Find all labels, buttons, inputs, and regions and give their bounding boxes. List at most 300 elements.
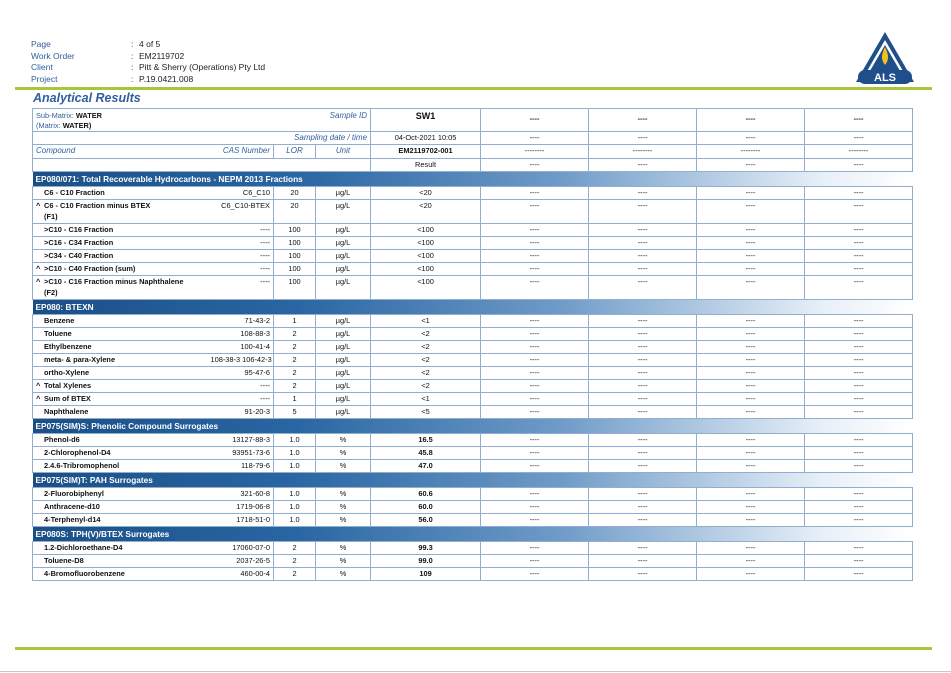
- caret-marker: ^: [36, 277, 41, 286]
- compound-name-cell: [33, 406, 208, 419]
- caret-marker: ^: [36, 394, 41, 403]
- page-bottom-line: [0, 671, 951, 672]
- unit-value: %: [316, 555, 371, 568]
- section-header-row: [33, 473, 913, 488]
- unit-value: µg/L: [316, 200, 371, 224]
- result-value-empty: ----: [589, 315, 697, 328]
- lor-value: 2: [274, 555, 316, 568]
- cas-number: ----: [208, 224, 274, 237]
- result-value-sw1: <100: [371, 237, 481, 250]
- lab-id-empty: --------: [805, 145, 913, 159]
- result-label-empty: ----: [697, 159, 805, 172]
- sample-date-empty: ----: [481, 132, 589, 145]
- result-value-empty: ----: [697, 380, 805, 393]
- compound-name: >C10 - C16 Fraction minus Naphthalene: [44, 277, 184, 286]
- cas-number: 460-00-4: [208, 568, 274, 581]
- lor-value: 1.0: [274, 447, 316, 460]
- cas-number: C6_C10: [208, 187, 274, 200]
- matrix-value: WATER): [62, 121, 92, 130]
- matrix-cell: [33, 109, 208, 132]
- result-value-sw1: 47.0: [371, 460, 481, 473]
- lor-value: 1: [274, 315, 316, 328]
- result-value-empty: ----: [697, 501, 805, 514]
- compound-name: >C16 - C34 Fraction: [44, 238, 114, 247]
- logo-text: ALS: [874, 72, 896, 84]
- cas-number: 108-88-3: [208, 328, 274, 341]
- compound-name-cell: [33, 514, 208, 527]
- compound-name-cell: [33, 315, 208, 328]
- header-row-client: Client : Pitt & Sherry (Operations) Pty Ltd: [31, 62, 266, 73]
- table-row: [33, 276, 913, 300]
- compound-name: Naphthalene: [44, 407, 89, 416]
- lor-value: 2: [274, 367, 316, 380]
- result-value-empty: ----: [481, 276, 589, 300]
- compound-name: Toluene-D8: [44, 556, 84, 565]
- compound-name-cell: [33, 542, 208, 555]
- compound-name: >C10 - C40 Fraction (sum): [44, 264, 136, 273]
- result-value-empty: ----: [589, 501, 697, 514]
- result-value-sw1: 45.8: [371, 447, 481, 460]
- result-value-empty: ----: [805, 542, 913, 555]
- unit-value: %: [316, 514, 371, 527]
- unit-value: %: [316, 568, 371, 581]
- lor-value: 2: [274, 341, 316, 354]
- result-value-empty: ----: [697, 237, 805, 250]
- result-value-empty: ----: [481, 224, 589, 237]
- compound-name: ortho-Xylene: [44, 368, 90, 377]
- result-value-empty: ----: [481, 200, 589, 224]
- result-value-empty: ----: [697, 568, 805, 581]
- result-value-empty: ----: [697, 447, 805, 460]
- section-header-row: [33, 300, 913, 315]
- sample-date-sw1: 04-Oct-2021 10:05: [371, 132, 481, 145]
- result-value-empty: ----: [589, 393, 697, 406]
- result-value-empty: ----: [481, 237, 589, 250]
- result-value-empty: ----: [697, 315, 805, 328]
- table-row: [33, 568, 913, 581]
- result-value-empty: ----: [697, 341, 805, 354]
- lor-value: 100: [274, 276, 316, 300]
- result-value-empty: ----: [481, 341, 589, 354]
- compound-header-cell: [33, 145, 208, 159]
- table-row: [33, 354, 913, 367]
- result-value-empty: ----: [589, 328, 697, 341]
- section-header-row: [33, 172, 913, 187]
- compound-name-cell: [33, 367, 208, 380]
- result-value-empty: ----: [805, 393, 913, 406]
- result-value-empty: ----: [589, 555, 697, 568]
- result-value-empty: ----: [589, 542, 697, 555]
- table-row: [33, 380, 913, 393]
- result-value-empty: ----: [481, 315, 589, 328]
- result-value-empty: ----: [805, 354, 913, 367]
- result-value-sw1: <20: [371, 187, 481, 200]
- cas-number: 71-43-2: [208, 315, 274, 328]
- table-row: [33, 393, 913, 406]
- result-value-empty: ----: [589, 276, 697, 300]
- result-value-empty: ----: [697, 354, 805, 367]
- lor-value: 1: [274, 393, 316, 406]
- unit-value: µg/L: [316, 237, 371, 250]
- result-value-empty: ----: [589, 224, 697, 237]
- table-row: [33, 406, 913, 419]
- lor-value: 2: [274, 380, 316, 393]
- result-value-empty: ----: [589, 187, 697, 200]
- cas-number: 100-41-4: [208, 341, 274, 354]
- table-row: [33, 434, 913, 447]
- cas-number: 321-60-8: [208, 488, 274, 501]
- sample-id-label-cell: [208, 109, 371, 132]
- result-value-empty: ----: [805, 555, 913, 568]
- unit-value: µg/L: [316, 250, 371, 263]
- unit-value: µg/L: [316, 367, 371, 380]
- result-value-empty: ----: [481, 406, 589, 419]
- result-value-empty: ----: [805, 380, 913, 393]
- result-value-sw1: 56.0: [371, 514, 481, 527]
- table-row: [33, 315, 913, 328]
- result-value-empty: ----: [697, 250, 805, 263]
- sample-id-sw1: SW1: [371, 109, 481, 132]
- result-label-sw1: Result: [371, 159, 481, 172]
- result-value-empty: ----: [697, 434, 805, 447]
- result-value-empty: ----: [481, 542, 589, 555]
- result-value-sw1: 60.6: [371, 488, 481, 501]
- result-value-sw1: <100: [371, 250, 481, 263]
- result-value-empty: ----: [589, 237, 697, 250]
- result-value-empty: ----: [805, 237, 913, 250]
- compound-name: >C34 - C40 Fraction: [44, 251, 114, 260]
- compound-name-cell: [33, 328, 208, 341]
- result-label-empty: ----: [589, 159, 697, 172]
- section-title: EP075(SIM)S: Phenolic Compound Surrogates: [33, 419, 913, 434]
- sample-id-empty: ----: [697, 109, 805, 132]
- result-value-empty: ----: [805, 341, 913, 354]
- result-value-empty: ----: [589, 434, 697, 447]
- unit-value: µg/L: [316, 187, 371, 200]
- result-value-empty: ----: [805, 460, 913, 473]
- result-value-empty: ----: [589, 406, 697, 419]
- compound-name-cell: [33, 447, 208, 460]
- result-value-empty: ----: [481, 514, 589, 527]
- cas-number: 118-79-6: [208, 460, 274, 473]
- project-label: Project: [31, 73, 58, 84]
- lor-value: 2: [274, 354, 316, 367]
- compound-name-line2: (F1): [44, 212, 58, 221]
- result-value-sw1: 109: [371, 568, 481, 581]
- sample-date-empty: ----: [805, 132, 913, 145]
- result-value-sw1: <2: [371, 328, 481, 341]
- compound-name-cell: [33, 200, 208, 224]
- cas-number: 2037-26-5: [208, 555, 274, 568]
- result-value-sw1: <2: [371, 354, 481, 367]
- cas-column-header: CAS Number: [222, 146, 270, 155]
- result-value-sw1: <100: [371, 224, 481, 237]
- lor-value: 20: [274, 187, 316, 200]
- lor-header-cell: [274, 145, 316, 159]
- unit-value: %: [316, 434, 371, 447]
- lab-id-sw1: EM2119702-001: [371, 145, 481, 159]
- result-value-sw1: 60.0: [371, 501, 481, 514]
- compound-name: 4-Bromofluorobenzene: [44, 569, 125, 578]
- result-value-empty: ----: [589, 200, 697, 224]
- sampling-label-cell: [33, 132, 371, 145]
- unit-value: µg/L: [316, 354, 371, 367]
- header-row-sampling-date: [33, 132, 913, 145]
- result-value-empty: ----: [589, 447, 697, 460]
- result-value-empty: ----: [481, 501, 589, 514]
- compound-name-cell: [33, 250, 208, 263]
- cas-number: C6_C10-BTEX: [208, 200, 274, 224]
- result-value-empty: ----: [481, 393, 589, 406]
- page-title: Analytical Results: [33, 91, 141, 105]
- compound-name: C6 - C10 Fraction: [44, 188, 105, 197]
- compound-name-cell: [33, 393, 208, 406]
- bottom-accent-bar: [15, 647, 932, 650]
- result-value-empty: ----: [697, 263, 805, 276]
- compound-name-cell: [33, 237, 208, 250]
- table-row: [33, 542, 913, 555]
- report-header: [31, 39, 265, 85]
- result-value-sw1: <2: [371, 367, 481, 380]
- client-value: Pitt & Sherry (Operations) Pty Ltd: [139, 62, 266, 73]
- lor-value: 2: [274, 568, 316, 581]
- sub-matrix-value: WATER: [75, 111, 102, 120]
- cas-number: ----: [208, 237, 274, 250]
- cas-number: 1718-51-0: [208, 514, 274, 527]
- unit-value: µg/L: [316, 393, 371, 406]
- result-value-sw1: <100: [371, 276, 481, 300]
- unit-column-header: Unit: [335, 146, 351, 155]
- compound-name-cell: [33, 224, 208, 237]
- lor-value: 1.0: [274, 488, 316, 501]
- result-value-empty: ----: [805, 187, 913, 200]
- table-row: [33, 328, 913, 341]
- section-header-row: [33, 527, 913, 542]
- result-value-empty: ----: [805, 406, 913, 419]
- compound-name-cell: [33, 354, 208, 367]
- sub-matrix-label: Sub-Matrix:: [36, 111, 74, 120]
- result-value-empty: ----: [697, 555, 805, 568]
- result-value-empty: ----: [805, 367, 913, 380]
- result-value-empty: ----: [805, 250, 913, 263]
- unit-value: %: [316, 447, 371, 460]
- result-value-empty: ----: [697, 367, 805, 380]
- cas-header-cell: [208, 145, 274, 159]
- result-value-empty: ----: [697, 328, 805, 341]
- sample-id-empty: ----: [589, 109, 697, 132]
- compound-name-cell: [33, 568, 208, 581]
- lor-value: 1.0: [274, 514, 316, 527]
- analytical-results-table: [32, 108, 913, 581]
- compound-name-line2: (F2): [44, 288, 58, 297]
- result-value-sw1: 99.0: [371, 555, 481, 568]
- result-value-empty: ----: [805, 200, 913, 224]
- result-value-empty: ----: [805, 276, 913, 300]
- result-value-empty: ----: [805, 488, 913, 501]
- result-value-empty: ----: [697, 514, 805, 527]
- result-value-empty: ----: [697, 488, 805, 501]
- table-row: [33, 237, 913, 250]
- compound-column-header: Compound: [36, 146, 76, 155]
- page-value: 4 of 5: [139, 39, 161, 49]
- result-value-sw1: <2: [371, 380, 481, 393]
- sample-date-empty: ----: [697, 132, 805, 145]
- result-value-empty: ----: [697, 187, 805, 200]
- result-value-empty: ----: [805, 224, 913, 237]
- result-value-sw1: <100: [371, 263, 481, 276]
- compound-name: Ethylbenzene: [44, 342, 92, 351]
- sample-id-empty: ----: [805, 109, 913, 132]
- sampling-date-label: Sampling date / time: [294, 133, 368, 142]
- header-row-work-order: Work Order : EM2119702: [31, 50, 185, 61]
- lor-value: 2: [274, 542, 316, 555]
- compound-name: Phenol-d6: [44, 435, 80, 444]
- result-value-sw1: <2: [371, 341, 481, 354]
- header-row-sample-id: [33, 109, 913, 132]
- caret-marker: ^: [36, 201, 41, 210]
- top-accent-bar: [15, 87, 932, 90]
- caret-marker: ^: [36, 381, 41, 390]
- work-order-value: EM2119702: [139, 50, 185, 61]
- als-logo: [854, 30, 916, 86]
- cas-number: 93951-73-6: [208, 447, 274, 460]
- unit-value: µg/L: [316, 224, 371, 237]
- result-value-empty: ----: [481, 187, 589, 200]
- result-value-empty: ----: [805, 501, 913, 514]
- lab-id-empty: --------: [481, 145, 589, 159]
- result-value-empty: ----: [481, 250, 589, 263]
- header-row-project: Project : P.19.0421.008: [31, 73, 194, 84]
- section-title: EP080S: TPH(V)/BTEX Surrogates: [33, 527, 913, 542]
- compound-name-cell: [33, 434, 208, 447]
- result-value-sw1: 99.3: [371, 542, 481, 555]
- result-value-empty: ----: [481, 460, 589, 473]
- cas-number: 1719-06-8: [208, 501, 274, 514]
- cas-number: 95-47-6: [208, 367, 274, 380]
- compound-name: 1.2-Dichloroethane-D4: [44, 543, 123, 552]
- lab-id-empty: --------: [589, 145, 697, 159]
- compound-name-cell: [33, 380, 208, 393]
- result-value-empty: ----: [697, 406, 805, 419]
- result-value-sw1: <20: [371, 200, 481, 224]
- work-order-label: Work Order: [31, 50, 75, 61]
- compound-name: 4-Terphenyl-d14: [44, 515, 101, 524]
- lor-value: 2: [274, 328, 316, 341]
- compound-name: Toluene: [44, 329, 72, 338]
- result-value-empty: ----: [805, 315, 913, 328]
- result-value-empty: ----: [481, 328, 589, 341]
- header-row-page: Page : 4 of 5: [31, 39, 161, 49]
- table-row: [33, 514, 913, 527]
- result-value-empty: ----: [481, 380, 589, 393]
- compound-name-cell: [33, 187, 208, 200]
- section-header-row: [33, 419, 913, 434]
- project-value: P.19.0421.008: [139, 73, 194, 84]
- cas-number: ----: [208, 263, 274, 276]
- result-value-empty: ----: [805, 328, 913, 341]
- unit-value: µg/L: [316, 380, 371, 393]
- table-row: [33, 501, 913, 514]
- table-row: [33, 263, 913, 276]
- table-row: [33, 187, 913, 200]
- result-value-sw1: 16.5: [371, 434, 481, 447]
- result-value-empty: ----: [481, 568, 589, 581]
- cas-number: ----: [208, 276, 274, 300]
- table-row: [33, 200, 913, 224]
- lor-value: 100: [274, 250, 316, 263]
- unit-value: %: [316, 542, 371, 555]
- cas-number: ----: [208, 393, 274, 406]
- lor-value: 1.0: [274, 460, 316, 473]
- unit-value: µg/L: [316, 263, 371, 276]
- result-value-empty: ----: [589, 488, 697, 501]
- compound-name: meta- & para-Xylene: [44, 355, 116, 364]
- header-row-columns: [33, 145, 913, 159]
- result-value-empty: ----: [805, 263, 913, 276]
- lor-value: 1.0: [274, 501, 316, 514]
- lor-column-header: LOR: [286, 146, 303, 155]
- table-row: [33, 250, 913, 263]
- result-value-empty: ----: [589, 263, 697, 276]
- result-value-empty: ----: [481, 367, 589, 380]
- result-value-empty: ----: [589, 341, 697, 354]
- result-value-empty: ----: [805, 514, 913, 527]
- result-value-empty: ----: [697, 460, 805, 473]
- result-value-empty: ----: [589, 250, 697, 263]
- cas-number: 17060-07-0: [208, 542, 274, 555]
- result-value-sw1: <5: [371, 406, 481, 419]
- table-row: [33, 488, 913, 501]
- lor-value: 100: [274, 224, 316, 237]
- lor-value: 100: [274, 237, 316, 250]
- unit-value: µg/L: [316, 406, 371, 419]
- result-value-empty: ----: [805, 568, 913, 581]
- result-value-empty: ----: [805, 447, 913, 460]
- lor-value: 20: [274, 200, 316, 224]
- result-value-empty: ----: [697, 224, 805, 237]
- result-value-empty: ----: [481, 488, 589, 501]
- cas-number: ----: [208, 380, 274, 393]
- result-value-empty: ----: [589, 354, 697, 367]
- caret-marker: ^: [36, 264, 41, 273]
- compound-name-cell: [33, 488, 208, 501]
- unit-value: µg/L: [316, 315, 371, 328]
- section-title: EP075(SIM)T: PAH Surrogates: [33, 473, 913, 488]
- section-title: EP080: BTEXN: [33, 300, 913, 315]
- compound-name-cell: [33, 555, 208, 568]
- unit-header-cell: [316, 145, 371, 159]
- lor-value: 1.0: [274, 434, 316, 447]
- result-value-empty: ----: [589, 380, 697, 393]
- lab-id-empty: --------: [697, 145, 805, 159]
- table-row: [33, 224, 913, 237]
- table-row: [33, 367, 913, 380]
- result-value-empty: ----: [697, 393, 805, 406]
- lor-value: 5: [274, 406, 316, 419]
- compound-name: Total Xylenes: [44, 381, 92, 390]
- result-value-empty: ----: [481, 354, 589, 367]
- cas-number: ----: [208, 250, 274, 263]
- compound-name-cell: [33, 263, 208, 276]
- compound-name: 2-Fluorobiphenyl: [44, 489, 104, 498]
- result-value-empty: ----: [481, 263, 589, 276]
- sample-id-empty: ----: [481, 109, 589, 132]
- compound-name-cell: [33, 501, 208, 514]
- compound-name-cell: [33, 276, 208, 300]
- result-label-empty: ----: [481, 159, 589, 172]
- lor-value: 100: [274, 263, 316, 276]
- unit-value: %: [316, 488, 371, 501]
